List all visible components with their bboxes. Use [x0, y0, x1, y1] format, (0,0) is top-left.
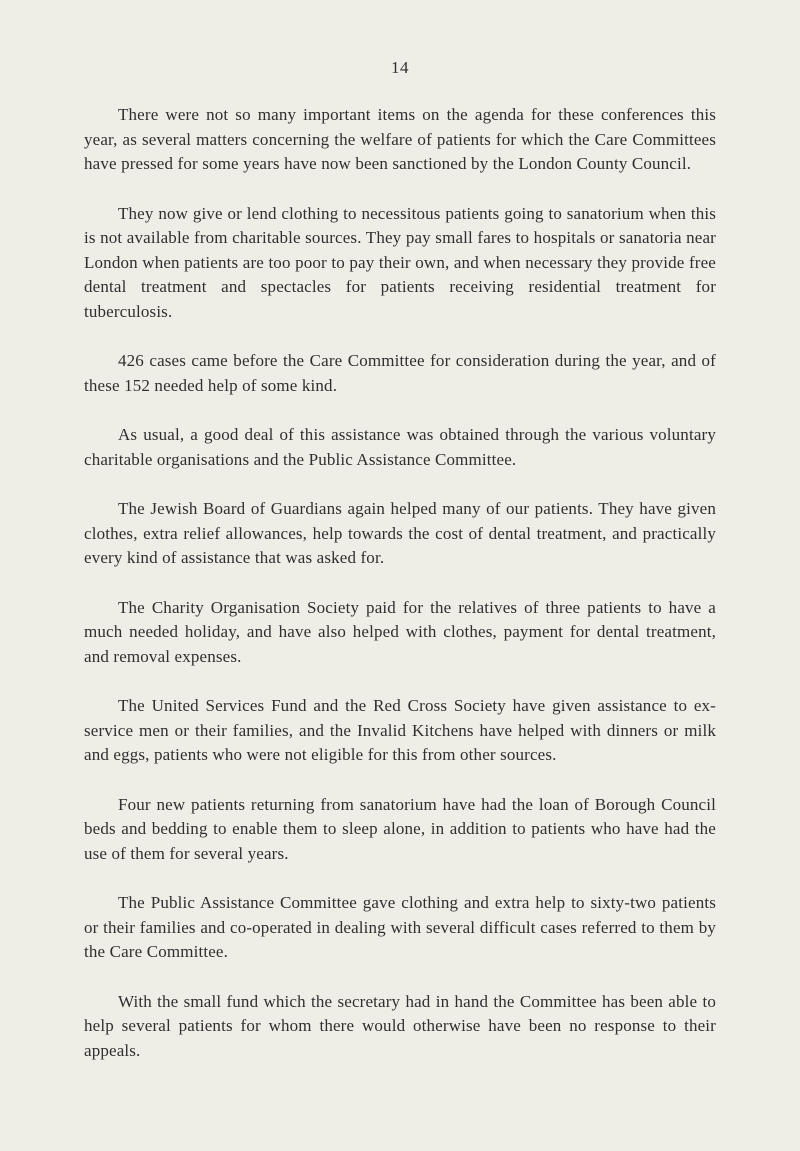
- page-number: 14: [391, 58, 409, 77]
- body-text: [84, 103, 716, 1088]
- paragraph-borough-beds: Four new patients returning from sanatorium have had the loan of Borough Council beds and bedding to enable them to sleep alone, in addition to patients who have had the use of them for several years.: [84, 794, 716, 863]
- paragraph-voluntary-organisations: As usual, a good deal of this assistance was obtained through the various voluntary charitable organisations and the Public Assistance Committee.: [84, 425, 716, 469]
- paragraph-clothing-fares: They now give or lend clothing to necessitous patients going to sanatorium when this is not available from charitable sources. They pay small fares to hospitals or sanatoria near London when patients are too poor to pay their own, and when necessary they provide free dental treatment and spectacles for patients receiving residential treatment for tuberculosis.: [84, 203, 716, 321]
- paragraph-small-fund: With the small fund which the secretary had in hand the Committee has been able to help several patients for whom there would otherwise have been no response to their appeals.: [84, 991, 716, 1060]
- paragraph-united-services: The United Services Fund and the Red Cross Society have given assistance to ex-service men or their families, and the Invalid Kitchens have helped with dinners or milk and eggs, patients who were not eligible for this from other sources.: [84, 696, 716, 764]
- paragraph-charity-organisation: The Charity Organisation Society paid for the relatives of three patients to have a much needed holiday, and have also helped with clothes, payment for dental treatment, and removal expenses.: [84, 597, 716, 666]
- paragraph-public-assistance: The Public Assistance Committee gave clothing and extra help to sixty-two patients or their families and co-operated in dealing with several difficult cases referred to them by the Care Committee.: [84, 893, 716, 961]
- paragraph-agenda: There were not so many important items on the agenda for these conferences this year, as several matters concerning the welfare of patients for which the Care Committees have pressed for some years have now been sanctioned by the London County Council.: [84, 105, 716, 173]
- paragraph-cases-count: 426 cases came before the Care Committee for consideration during the year, and of these 152 needed help of some kind.: [84, 351, 716, 395]
- paragraph-jewish-board: The Jewish Board of Guardians again helped many of our patients. They have given clothes, extra relief allowances, help towards the cost of dental treatment, and practically every kind of assistance that was asked for.: [84, 499, 716, 567]
